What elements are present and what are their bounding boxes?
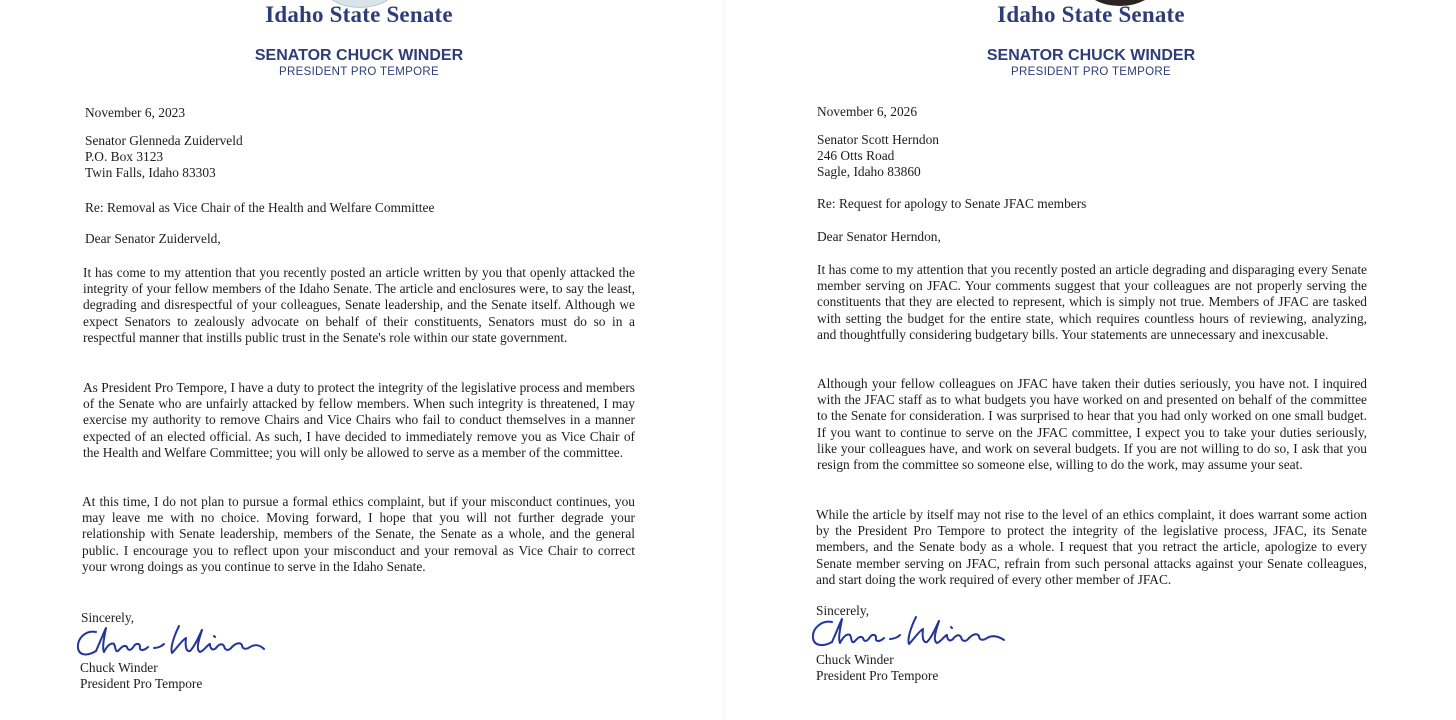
- page-divider: [722, 0, 726, 720]
- signer-name: Chuck Winder: [80, 660, 158, 675]
- body-paragraph-2: As President Pro Tempore, I have a duty to protect the integrity of the legislative process and members of the Senate who are unfairly attacked by fellow members. When such integrity is threatened, I may exercise my authority to remove Chairs and Vice Chairs who fail to conduct themselves in a manner expected of an elected official. As such, I have decided to immediately remove you as Vice Chair of the Health and Welfare Committee; you will only be allowed to serve as a member of the committee.: [83, 380, 635, 460]
- recipient-address-line1: P.O. Box 3123: [85, 149, 164, 164]
- signature: [74, 618, 284, 662]
- subject-line: Re: Request for apology to Senate JFAC members: [817, 196, 1087, 211]
- salutation: Dear Senator Zuiderveld,: [85, 231, 221, 246]
- signer-title: President Pro Tempore: [80, 676, 203, 691]
- recipient-name: Senator Scott Herndon: [817, 132, 939, 147]
- recipient-address-line1: 246 Otts Road: [817, 148, 895, 163]
- letterhead-senate: Idaho State Senate: [997, 2, 1185, 27]
- recipient-address: [817, 132, 939, 180]
- signature: [808, 610, 1028, 654]
- subject-line: Re: Removal as Vice Chair of the Health and Welfare Committee: [85, 200, 435, 215]
- salutation: Dear Senator Herndon,: [817, 229, 941, 244]
- letterhead-senator: SENATOR CHUCK WINDER: [986, 47, 1196, 64]
- recipient-address-line2: Twin Falls, Idaho 83303: [85, 165, 216, 180]
- letterhead-office: PRESIDENT PRO TEMPORE: [1011, 66, 1171, 78]
- recipient-address-line2: Sagle, Idaho 83860: [817, 164, 921, 179]
- signer-title: President Pro Tempore: [816, 668, 939, 683]
- signer-name: Chuck Winder: [816, 652, 894, 667]
- recipient-name: Senator Glenneda Zuiderveld: [85, 133, 243, 148]
- letter-date: November 6, 2026: [817, 104, 918, 119]
- recipient-address: [85, 133, 243, 181]
- letter-right: [728, 0, 1456, 720]
- letter-left: [0, 0, 720, 720]
- letterhead-office: PRESIDENT PRO TEMPORE: [279, 66, 439, 78]
- letter-date: November 6, 2023: [85, 105, 186, 120]
- letterhead-senate: Idaho State Senate: [265, 2, 453, 27]
- body-paragraph-3: At this time, I do not plan to pursue a formal ethics complaint, but if your misconduct continues, you may leave me with no choice. Moving forward, I hope that you will not further degrade your relationship with Senate leadership, members of the Senate, the Senate as a whole, and the general public. I encourage you to reflect upon your misconduct and your removal as Vice Chair to correct your wrong doings as you continue to serve in the Idaho Senate.: [82, 494, 635, 574]
- closing: Sincerely,: [816, 603, 870, 618]
- body-paragraph-1: It has come to my attention that you recently posted an article written by you that openly attacked the integrity of your fellow members of the Idaho Senate. The article and enclosures were, to say the least, degrading and disrespectful of your colleagues, Senate leadership, and the Senate itself. Although we expect Senators to zealously advocate on behalf of their constituents, Senators must do so in a respectful manner that instills public trust in the Senate's role within our state government.: [83, 265, 635, 345]
- body-paragraph-3: While the article by itself may not rise to the level of an ethics complaint, it does warrant some action by the President Pro Tempore to protect the integrity of the legislative process, JFAC, its Senate members, and the Senate body as a whole. I request that you retract the article, apologize to every Senate member serving on JFAC, refrain from such personal attacks against your Senate colleagues, and start doing the work required of every other member of JFAC.: [816, 507, 1367, 587]
- closing: Sincerely,: [81, 610, 135, 625]
- letterhead-senator: SENATOR CHUCK WINDER: [254, 47, 464, 64]
- body-paragraph-2: Although your fellow colleagues on JFAC have taken their duties seriously, you have not. I inquired with the JFAC staff as to what budgets you have worked on and presented on behalf of the committee to the Senate for consideration. I was surprised to hear that you had only worked on one small budget. If you want to continue to serve on the JFAC committee, I expect you to take your duties seriously, like your colleagues have, and work on several budgets. If you are not willing to do so, I ask that you resign from the committee so someone else, willing to do the work, may assume your seat.: [817, 376, 1367, 473]
- body-paragraph-1: It has come to my attention that you recently posted an article degrading and disparaging every Senate member serving on JFAC. Your comments suggest that your colleagues are not properly serving the constituents that they are elected to represent, which is simply not true. Members of JFAC are tasked with setting the budget for the entire state, which requires countless hours of reviewing, analyzing, and thoughtfully considering budgetary bills. Your statements are unnecessary and inexcusable.: [817, 262, 1367, 342]
